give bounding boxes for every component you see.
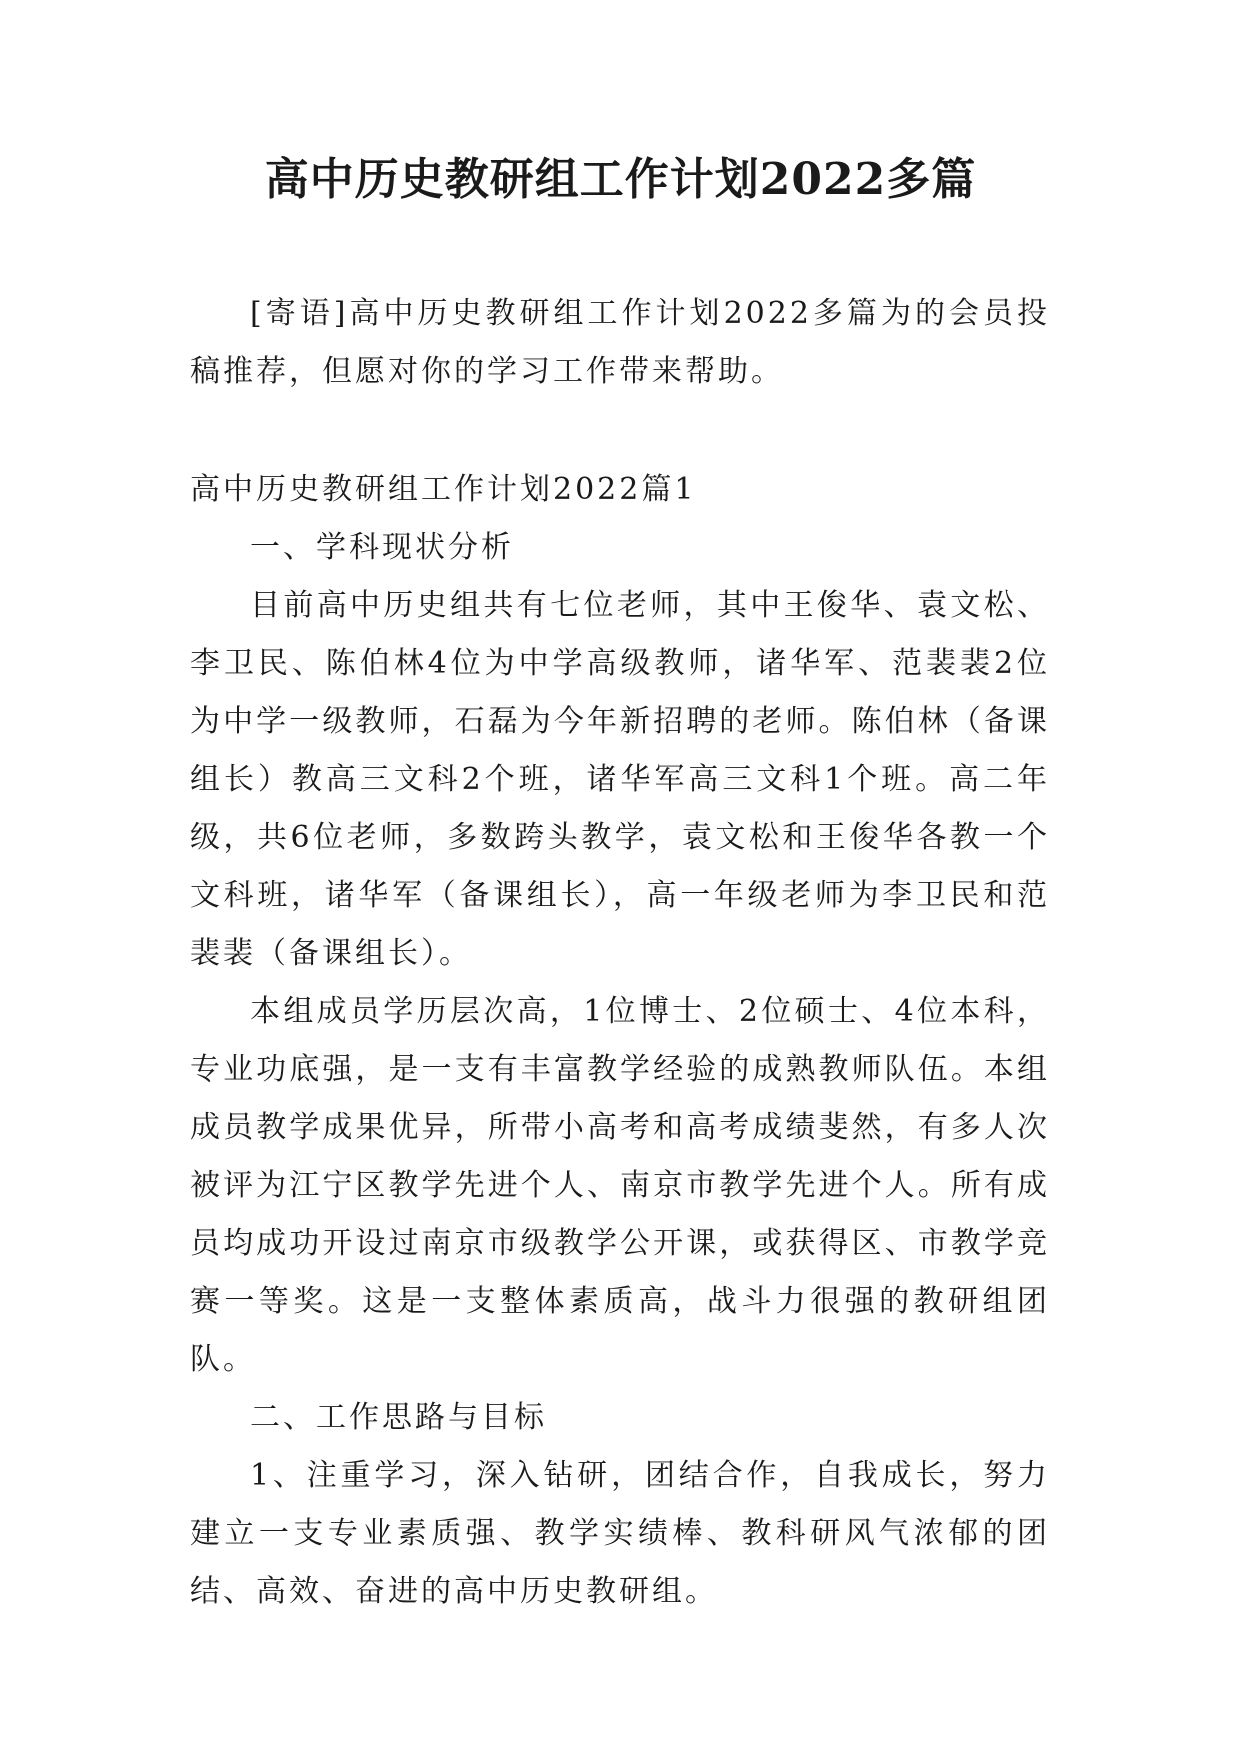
content-block (190, 461, 1050, 1621)
document-title: 高中历史教研组工作计划2022多篇 (264, 154, 977, 205)
subheading-analysis: 一、学科现状分析 (250, 530, 514, 565)
blurb-paragraph: [寄语]高中历史教研组工作计划2022多篇为的会员投稿推荐，但愿对你的学习工作带来帮助。 (190, 296, 1050, 389)
blurb-block (190, 285, 1050, 401)
section-heading: 高中历史教研组工作计划2022篇1 (190, 472, 697, 507)
body-paragraph: 本组成员学历层次高，1位博士、2位硕士、4位本科，专业功底强，是一支有丰富教学经验的成熟教师队伍。本组成员教学成果优异，所带小高考和高考成绩斐然，有多人次被评为江宁区教学先进个人、南京市教学先进个人。所有成员均成功开设过南京市级教学公开课，或获得区、市教学竞赛一等奖。这是一支整体素质高，战斗力很强的教研组团队。 (190, 994, 1050, 1377)
body-paragraph: 1、注重学习，深入钻研，团结合作，自我成长，努力建立一支专业素质强、教学实绩棒、教科研风气浓郁的团结、高效、奋进的高中历史教研组。 (190, 1458, 1050, 1609)
subheading-goals: 二、工作思路与目标 (250, 1400, 547, 1435)
body-paragraph: 目前高中历史组共有七位老师，其中王俊华、袁文松、李卫民、陈伯林4位为中学高级教师，诸华军、范裴裴2位为中学一级教师，石磊为今年新招聘的老师。陈伯林（备课组长）教高三文科2个班，诸华军高三文科1个班。高二年级，共6位老师，多数跨头教学，袁文松和王俊华各教一个文科班，诸华军（备课组长），高一年级老师为李卫民和范裴裴（备课组长）。 (190, 588, 1050, 971)
